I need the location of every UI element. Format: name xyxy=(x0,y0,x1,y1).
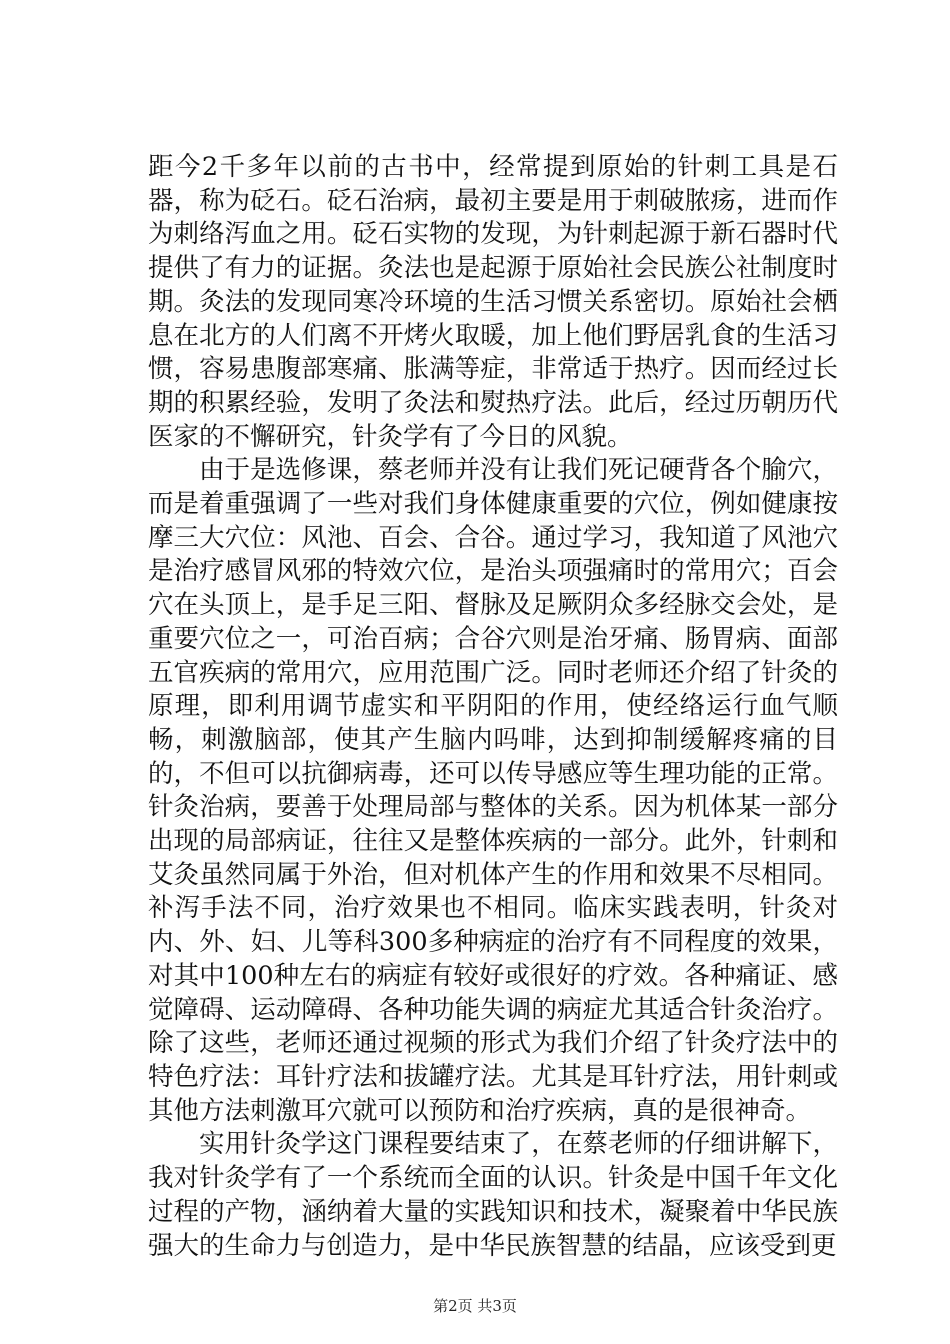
page-number-footer: 第2页 共3页 xyxy=(433,1297,517,1315)
document-body xyxy=(148,151,838,1263)
paragraph-conclusion: 实用针灸学这门课程要结束了，在蔡老师的仔细讲解下，我对针灸学有了一个系统而全面的认识。针灸是中国千年文化过程的产物，涵纳着大量的实践知识和技术，凝聚着中华民族强大的生命力与创造力，是中华民族智慧的结晶，应该受到更 xyxy=(148,1129,838,1261)
paragraph-origin-history: 距今2千多年以前的古书中，经常提到原始的针刺工具是石器，称为砭石。砭石治病，最初主要是用于刺破脓疡，进而作为刺络泻血之用。砭石实物的发现，为针刺起源于新石器时代提供了有力的证据。灸法也是起源于原始社会民族公社制度时期。灸法的发现同寒冷环境的生活习惯关系密切。原始社会栖息在北方的人们离不开烤火取暖，加上他们野居乳食的生活习惯，容易患腹部寒痛、胀满等症，非常适于热疗。因而经过长期的积累经验，发明了灸法和熨热疗法。此后，经过历朝历代医家的不懈研究，针灸学有了今日的风貌。 xyxy=(148,152,838,452)
paragraph-course-content: 由于是选修课，蔡老师并没有让我们死记硬背各个腧穴，而是着重强调了一些对我们身体健康重要的穴位，例如健康按摩三大穴位：风池、百会、合谷。通过学习，我知道了风池穴是治疗感冒风邪的特效穴位，是治头项强痛时的常用穴；百会穴在头顶上，是手足三阳、督脉及足厥阴众多经脉交会处，是重要穴位之一，可治百病；合谷穴则是治牙痛、肠胃病、面部五官疾病的常用穴，应用范围广泛。同时老师还介绍了针灸的原理，即利用调节虚实和平阴阳的作用，使经络运行血气顺畅，刺激脑部，使其产生脑内吗啡，达到抑制缓解疼痛的目的，不但可以抗御病毒，还可以传导感应等生理功能的正常。针灸治病，要善于处理局部与整体的关系。因为机体某一部分出现的局部病证，往往又是整体疾病的一部分。此外，针刺和艾灸虽然同属于外治，但对机体产生的作用和效果不尽相同。补泻手法不同，治疗效果也不相同。临床实践表明，针灸对内、外、妇、儿等科300多种病症的治疗有不同程度的效果，对其中100种左右的病症有较好或很好的疗效。各种痛证、感觉障碍、运动障碍、各种功能失调的病症尤其适合针灸治疗。除了这些，老师还通过视频的形式为我们介绍了针灸疗法中的特色疗法：耳针疗法和拔罐疗法。尤其是耳针疗法，用针刺或其他方法刺激耳穴就可以预防和治疗疾病，真的是很神奇。 xyxy=(148,455,838,1126)
